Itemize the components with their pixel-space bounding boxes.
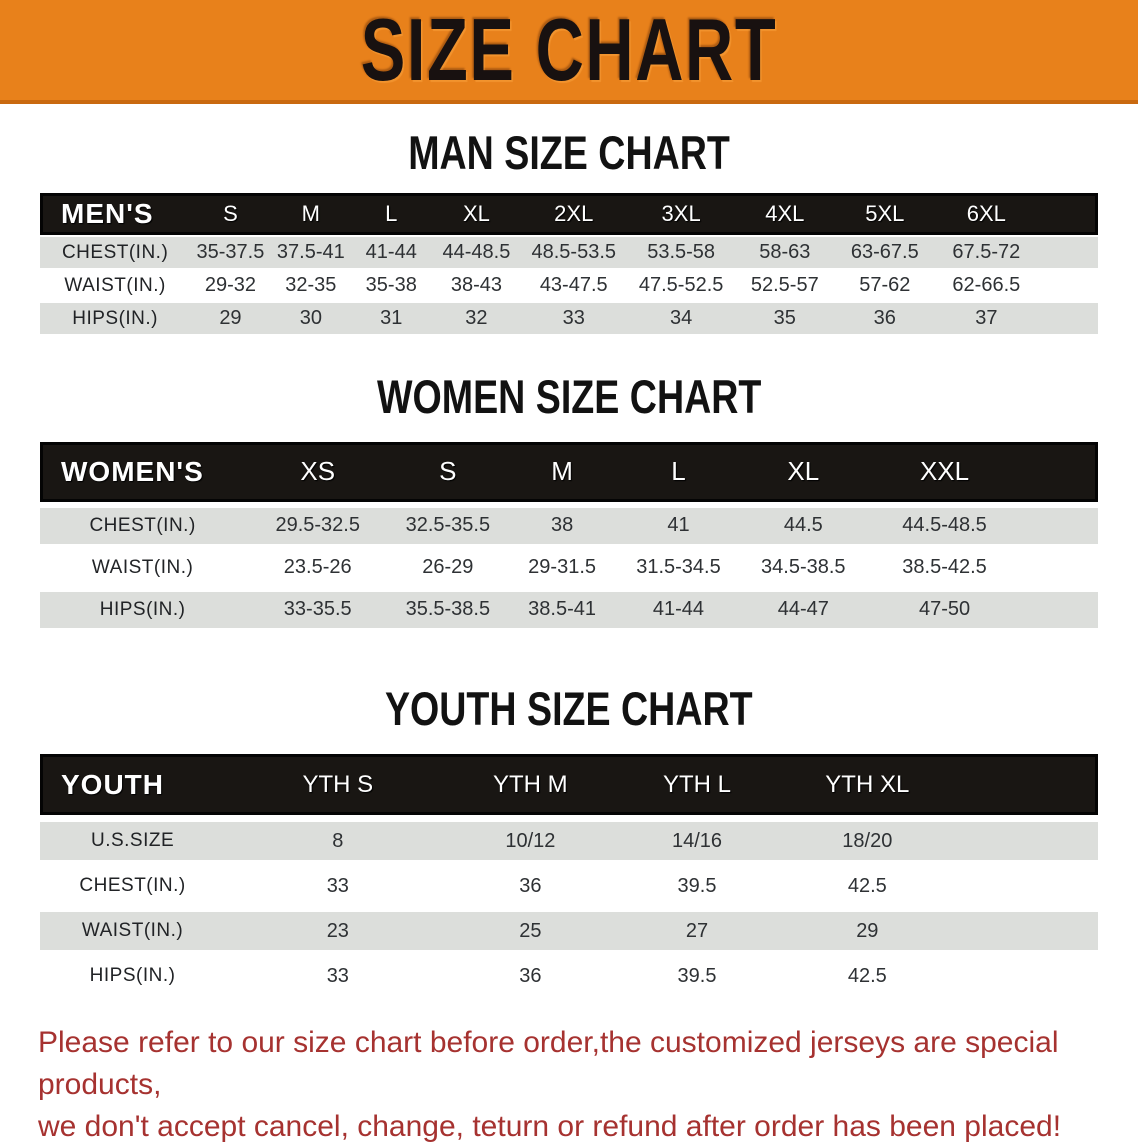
- cell: 35.5-38.5: [390, 592, 505, 628]
- row-label: CHEST(IN.): [40, 237, 190, 268]
- men-size-col: L: [351, 193, 431, 235]
- women-size-col: XXL: [868, 442, 1020, 502]
- row-spacer: [1037, 270, 1098, 301]
- cell: 36: [450, 957, 610, 995]
- cell: 41: [619, 508, 739, 544]
- cell: 57-62: [833, 270, 936, 301]
- cell: 33: [521, 303, 626, 334]
- men-size-col: 3XL: [626, 193, 736, 235]
- cell: 29.5-32.5: [245, 508, 390, 544]
- row-spacer: [951, 822, 1098, 860]
- row-spacer: [1037, 237, 1098, 268]
- cell: 38.5-42.5: [868, 550, 1020, 586]
- men-size-col: XL: [431, 193, 521, 235]
- men-size-table: [40, 191, 1098, 336]
- men-hips-row: [40, 303, 1098, 334]
- cell: 18/20: [784, 822, 951, 860]
- order-disclaimer-note: [38, 1022, 1100, 1148]
- youth-size-col: YTH S: [225, 754, 450, 815]
- cell: 41-44: [351, 237, 431, 268]
- men-size-col: 2XL: [521, 193, 626, 235]
- cell: 35-37.5: [190, 237, 270, 268]
- note-line-2: we don't accept cancel, change, teturn or refund after order has been placed!: [38, 1110, 1062, 1144]
- cell: 34.5-38.5: [738, 550, 868, 586]
- cell: 39.5: [610, 957, 784, 995]
- cell: 37: [936, 303, 1037, 334]
- youth-waist-row: [40, 912, 1098, 950]
- men-size-col: 6XL: [936, 193, 1037, 235]
- row-label: WAIST(IN.): [40, 550, 245, 586]
- youth-chest-row: [40, 867, 1098, 905]
- women-header-row: [40, 442, 1098, 502]
- cell: 41-44: [619, 592, 739, 628]
- cell: 35-38: [351, 270, 431, 301]
- row-spacer: [1021, 592, 1098, 628]
- row-spacer: [951, 912, 1098, 950]
- row-label: CHEST(IN.): [40, 508, 245, 544]
- youth-header-spacer: [951, 754, 1098, 815]
- cell: 26-29: [390, 550, 505, 586]
- cell: 63-67.5: [833, 237, 936, 268]
- men-corner-label: MEN'S: [40, 193, 190, 235]
- cell: 36: [450, 867, 610, 905]
- row-label: HIPS(IN.): [40, 957, 225, 995]
- women-corner-label: WOMEN'S: [40, 442, 245, 502]
- women-section-heading: [0, 370, 1138, 424]
- cell: 67.5-72: [936, 237, 1037, 268]
- cell: 38-43: [431, 270, 521, 301]
- cell: 32: [431, 303, 521, 334]
- women-heading-text: WOMEN SIZE CHART: [376, 370, 762, 424]
- youth-size-col: YTH XL: [784, 754, 951, 815]
- size-chart-banner: [0, 0, 1138, 104]
- cell: 53.5-58: [626, 237, 736, 268]
- men-heading-text: MAN SIZE CHART: [408, 126, 730, 179]
- cell: 62-66.5: [936, 270, 1037, 301]
- women-size-col: XS: [245, 442, 390, 502]
- cell: 32.5-35.5: [390, 508, 505, 544]
- youth-size-col: YTH L: [610, 754, 784, 815]
- women-size-col: S: [390, 442, 505, 502]
- row-spacer: [1021, 508, 1098, 544]
- cell: 14/16: [610, 822, 784, 860]
- cell: 27: [610, 912, 784, 950]
- cell: 31: [351, 303, 431, 334]
- cell: 38.5-41: [506, 592, 619, 628]
- cell: 23: [225, 912, 450, 950]
- note-line-1: Please refer to our size chart before order,the customized jerseys are special products,: [38, 1026, 1059, 1102]
- row-label: HIPS(IN.): [40, 303, 190, 334]
- youth-header-row: [40, 754, 1098, 815]
- men-waist-row: [40, 270, 1098, 301]
- cell: 39.5: [610, 867, 784, 905]
- cell: 8: [225, 822, 450, 860]
- men-chest-row: [40, 237, 1098, 268]
- cell: 33-35.5: [245, 592, 390, 628]
- cell: 29-32: [190, 270, 270, 301]
- cell: 44.5: [738, 508, 868, 544]
- row-label: U.S.SIZE: [40, 822, 225, 860]
- cell: 52.5-57: [736, 270, 833, 301]
- row-label: CHEST(IN.): [40, 867, 225, 905]
- women-size-table: [40, 436, 1098, 634]
- row-label: WAIST(IN.): [40, 270, 190, 301]
- women-size-col: L: [619, 442, 739, 502]
- women-chest-row: [40, 508, 1098, 544]
- cell: 33: [225, 957, 450, 995]
- cell: 37.5-41: [271, 237, 351, 268]
- row-spacer: [951, 867, 1098, 905]
- cell: 35: [736, 303, 833, 334]
- cell: 48.5-53.5: [521, 237, 626, 268]
- cell: 29-31.5: [506, 550, 619, 586]
- cell: 44-47: [738, 592, 868, 628]
- row-label: WAIST(IN.): [40, 912, 225, 950]
- cell: 42.5: [784, 867, 951, 905]
- cell: 23.5-26: [245, 550, 390, 586]
- women-waist-row: [40, 550, 1098, 586]
- cell: 47.5-52.5: [626, 270, 736, 301]
- cell: 29: [190, 303, 270, 334]
- men-size-col: S: [190, 193, 270, 235]
- women-header-spacer: [1021, 442, 1098, 502]
- youth-section-heading: [0, 681, 1138, 735]
- men-size-col: M: [271, 193, 351, 235]
- cell: 43-47.5: [521, 270, 626, 301]
- cell: 29: [784, 912, 951, 950]
- cell: 42.5: [784, 957, 951, 995]
- banner-title: SIZE CHART: [360, 0, 778, 99]
- youth-heading-text: YOUTH SIZE CHART: [385, 681, 753, 735]
- cell: 36: [833, 303, 936, 334]
- women-size-col: M: [506, 442, 619, 502]
- youth-hips-row: [40, 957, 1098, 995]
- row-spacer: [1021, 550, 1098, 586]
- men-header-spacer: [1037, 193, 1098, 235]
- men-section-heading: [0, 128, 1138, 177]
- cell: 25: [450, 912, 610, 950]
- women-size-col: XL: [738, 442, 868, 502]
- youth-corner-label: YOUTH: [40, 754, 225, 815]
- cell: 58-63: [736, 237, 833, 268]
- row-spacer: [1037, 303, 1098, 334]
- row-spacer: [951, 957, 1098, 995]
- cell: 32-35: [271, 270, 351, 301]
- men-size-col: 5XL: [833, 193, 936, 235]
- cell: 31.5-34.5: [619, 550, 739, 586]
- women-hips-row: [40, 592, 1098, 628]
- cell: 38: [506, 508, 619, 544]
- cell: 33: [225, 867, 450, 905]
- row-label: HIPS(IN.): [40, 592, 245, 628]
- youth-ussize-row: [40, 822, 1098, 860]
- cell: 34: [626, 303, 736, 334]
- men-header-row: [40, 193, 1098, 235]
- youth-size-col: YTH M: [450, 754, 610, 815]
- cell: 30: [271, 303, 351, 334]
- cell: 10/12: [450, 822, 610, 860]
- cell: 47-50: [868, 592, 1020, 628]
- cell: 44.5-48.5: [868, 508, 1020, 544]
- cell: 44-48.5: [431, 237, 521, 268]
- youth-size-table: [40, 747, 1098, 1002]
- men-size-col: 4XL: [736, 193, 833, 235]
